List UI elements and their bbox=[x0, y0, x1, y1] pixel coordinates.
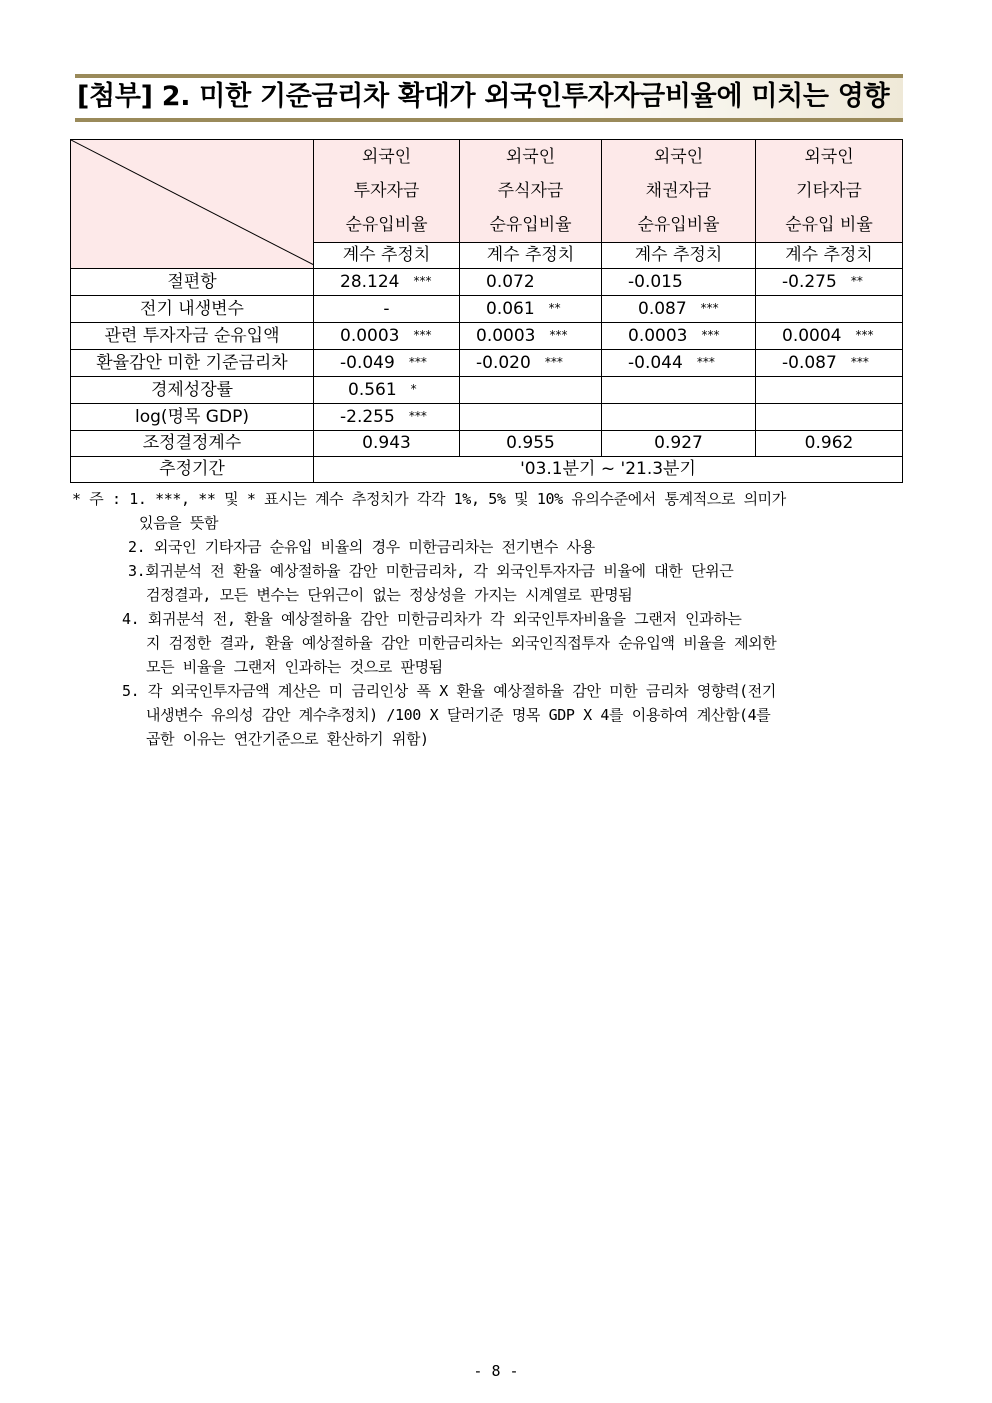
table-cell bbox=[756, 296, 903, 323]
subheader-col-2: 계수 추정치 bbox=[460, 243, 602, 269]
table-cell bbox=[314, 350, 460, 377]
subheader-col-1: 계수 추정치 bbox=[314, 243, 460, 269]
table-cell bbox=[756, 269, 903, 296]
significance-mark: * bbox=[410, 382, 417, 396]
table-row bbox=[71, 377, 903, 404]
significance-mark: *** bbox=[696, 355, 715, 369]
table-cell bbox=[602, 296, 756, 323]
table-cell bbox=[602, 404, 756, 431]
note-line: 검정결과, 모든 변수는 단위근이 없는 정상성을 가지는 시계열로 판명됨 bbox=[146, 586, 633, 604]
header-col-2-line1: 외국인 bbox=[505, 147, 556, 167]
table-cell bbox=[602, 323, 756, 350]
table-cell bbox=[756, 323, 903, 350]
table-row bbox=[71, 296, 903, 323]
period-row bbox=[71, 457, 903, 483]
significance-mark: *** bbox=[701, 328, 720, 342]
significance-mark: *** bbox=[408, 409, 427, 423]
cell-value: 0.0003 bbox=[340, 326, 400, 346]
table-cell bbox=[460, 323, 602, 350]
row-label: log(명목 GDP) bbox=[71, 404, 314, 431]
significance-mark: *** bbox=[413, 328, 432, 342]
table-row bbox=[71, 269, 903, 296]
table-cell bbox=[314, 404, 460, 431]
header-col-4-line2: 기타자금 bbox=[796, 181, 862, 201]
table-cell bbox=[756, 350, 903, 377]
table-cell bbox=[460, 350, 602, 377]
table-header-row bbox=[71, 140, 903, 243]
period-value: '03.1분기 ~ '21.3분기 bbox=[314, 457, 903, 483]
significance-mark: *** bbox=[855, 328, 874, 342]
row-label: 전기 내생변수 bbox=[71, 296, 314, 323]
r2-value: 0.955 bbox=[460, 431, 602, 457]
cell-value: -0.015 bbox=[628, 272, 683, 292]
header-col-1-line2: 투자자금 bbox=[353, 181, 420, 201]
title-block bbox=[75, 74, 903, 122]
table-cell bbox=[314, 377, 460, 404]
r2-row bbox=[71, 431, 903, 457]
table-cell bbox=[460, 269, 602, 296]
header-col-4 bbox=[756, 140, 903, 243]
note-line: 모든 비율을 그랜저 인과하는 것으로 판명됨 bbox=[146, 658, 443, 676]
header-col-2-line3: 순유입비율 bbox=[489, 215, 572, 235]
table-cell bbox=[314, 323, 460, 350]
title-bottom-rule bbox=[75, 118, 903, 122]
footnotes bbox=[72, 487, 932, 751]
table-row bbox=[71, 350, 903, 377]
cell-value: 0.0003 bbox=[628, 326, 688, 346]
significance-mark: *** bbox=[408, 355, 427, 369]
cell-value: -0.020 bbox=[476, 353, 531, 373]
regression-table bbox=[70, 139, 903, 483]
cell-value: -0.044 bbox=[628, 353, 683, 373]
cell-value: 0.0004 bbox=[782, 326, 842, 346]
table-cell bbox=[460, 404, 602, 431]
table-cell bbox=[602, 269, 756, 296]
header-col-4-line3: 순유입 비율 bbox=[785, 215, 873, 235]
page-number: - 8 - bbox=[473, 1362, 519, 1380]
table-cell bbox=[314, 269, 460, 296]
header-col-1-line1: 외국인 bbox=[361, 147, 412, 167]
significance-mark: *** bbox=[549, 328, 568, 342]
significance-mark: ** bbox=[548, 301, 561, 315]
note-line: 곱한 이유는 연간기준으로 환산하기 위함) bbox=[146, 730, 429, 748]
significance-mark: *** bbox=[700, 301, 719, 315]
cell-value: -0.049 bbox=[340, 353, 395, 373]
cell-value: 0.061 bbox=[486, 299, 535, 319]
header-col-3-line2: 채권자금 bbox=[645, 181, 712, 201]
header-col-2-line2: 주식자금 bbox=[497, 181, 564, 201]
subheader-col-3: 계수 추정치 bbox=[602, 243, 756, 269]
note-line: 내생변수 유의성 감안 계수추정치) /100 X 달러기준 명목 GDP X 4를 이용하여 계산함(4를 bbox=[146, 706, 771, 724]
cell-value: 0.072 bbox=[486, 272, 535, 292]
table-row bbox=[71, 323, 903, 350]
table-cell bbox=[756, 404, 903, 431]
table-cell bbox=[460, 377, 602, 404]
significance-mark: *** bbox=[544, 355, 563, 369]
header-col-3-line1: 외국인 bbox=[653, 147, 704, 167]
cell-value: -2.255 bbox=[340, 407, 395, 427]
note-line: 2. 외국인 기타자금 순유입 비율의 경우 미한금리차는 전기변수 사용 bbox=[128, 538, 595, 556]
header-col-1 bbox=[314, 140, 460, 243]
header-col-2 bbox=[460, 140, 602, 243]
diagonal-corner-cell bbox=[71, 140, 314, 269]
page-title: [첨부] 2. 미한 기준금리차 확대가 외국인투자자금비율에 미치는 영향 bbox=[75, 78, 903, 118]
significance-mark: *** bbox=[413, 274, 432, 288]
table-cell bbox=[756, 377, 903, 404]
subheader-col-4: 계수 추정치 bbox=[756, 243, 903, 269]
header-col-3 bbox=[602, 140, 756, 243]
table-row bbox=[71, 404, 903, 431]
row-label: 관련 투자자금 순유입액 bbox=[71, 323, 314, 350]
table-cell bbox=[602, 377, 756, 404]
note-line: * 주 : 1. ***, ** 및 * 표시는 계수 추정치가 각각 1%, 5% 및 10% 유의수준에서 통계적으로 의미가 bbox=[72, 490, 786, 508]
cell-value: 0.561 bbox=[348, 380, 397, 400]
table-cell bbox=[460, 296, 602, 323]
note-line: 3.회귀분석 전 환율 예상절하율 감안 미한금리차, 각 외국인투자자금 비율에 대한 단위근 bbox=[128, 562, 734, 580]
diagonal-line bbox=[71, 140, 314, 265]
row-label: 절편항 bbox=[71, 269, 314, 296]
header-col-4-line1: 외국인 bbox=[804, 147, 854, 167]
table-cell bbox=[602, 350, 756, 377]
significance-mark: *** bbox=[850, 355, 869, 369]
cell-value: 0.087 bbox=[638, 299, 687, 319]
row-label: 경제성장률 bbox=[71, 377, 314, 404]
significance-mark: ** bbox=[850, 274, 863, 288]
header-col-1-line3: 순유입비율 bbox=[345, 215, 428, 235]
note-line: 있음을 뜻함 bbox=[139, 514, 219, 532]
note-line: 4. 회귀분석 전, 환율 예상절하율 감안 미한금리차가 각 외국인투자비율을 그랜저 인과하는 bbox=[122, 610, 742, 628]
table-cell bbox=[314, 296, 460, 323]
cell-value: -0.275 bbox=[782, 272, 837, 292]
r2-value: 0.943 bbox=[314, 431, 460, 457]
cell-value: -0.087 bbox=[782, 353, 837, 373]
period-label: 추정기간 bbox=[71, 457, 314, 483]
cell-value: - bbox=[383, 298, 390, 319]
row-label: 환율감안 미한 기준금리차 bbox=[71, 350, 314, 377]
note-line: 지 검정한 결과, 환율 예상절하율 감안 미한금리차는 외국인직접투자 순유입액 비율을 제외한 bbox=[146, 634, 777, 652]
note-line: 5. 각 외국인투자금액 계산은 미 금리인상 폭 X 환율 예상절하율 감안 미한 금리차 영향력(전기 bbox=[122, 682, 776, 700]
r2-label: 조정결정계수 bbox=[71, 431, 314, 457]
r2-value: 0.962 bbox=[756, 431, 903, 457]
header-col-3-line3: 순유입비율 bbox=[637, 215, 720, 235]
cell-value: 0.0003 bbox=[476, 326, 536, 346]
r2-value: 0.927 bbox=[602, 431, 756, 457]
cell-value: 28.124 bbox=[340, 272, 400, 292]
